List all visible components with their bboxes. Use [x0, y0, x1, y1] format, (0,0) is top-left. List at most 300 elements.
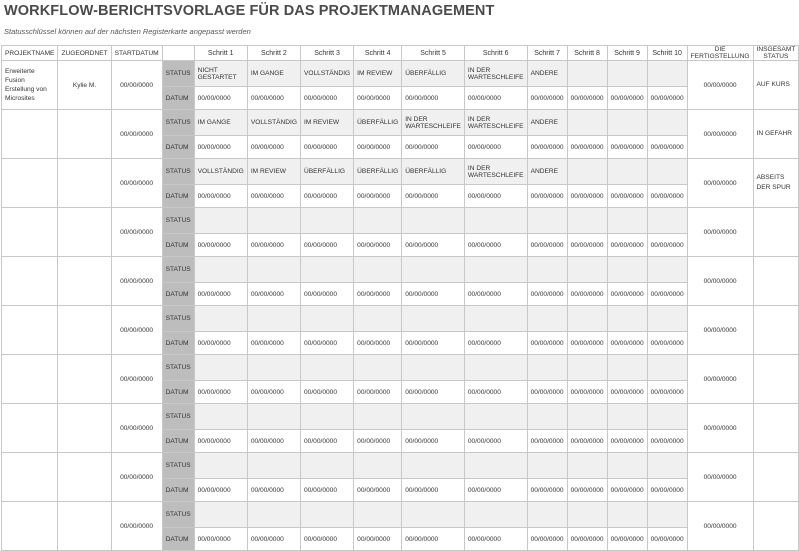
step-status-cell[interactable]: NICHT GESTARTET — [194, 61, 247, 87]
step-date-cell[interactable]: 00/00/0000 — [247, 332, 300, 355]
step-status-cell[interactable] — [527, 306, 567, 332]
step-status-cell[interactable]: IM GANGE — [194, 110, 247, 136]
project-owner-cell[interactable]: Kylie M. — [58, 61, 111, 110]
step-date-cell[interactable]: 00/00/0000 — [354, 332, 402, 355]
step-status-cell[interactable] — [300, 404, 353, 430]
step-date-cell[interactable]: 00/00/0000 — [402, 185, 465, 208]
step-date-cell[interactable]: 00/00/0000 — [647, 430, 687, 453]
step-status-cell[interactable] — [607, 159, 647, 185]
step-status-cell[interactable] — [647, 159, 687, 185]
step-status-cell[interactable]: ÜBERFÄLLIG — [354, 159, 402, 185]
header-spacer — [162, 46, 194, 61]
step-date-cell[interactable]: 00/00/0000 — [567, 528, 607, 551]
step-status-cell[interactable] — [402, 306, 465, 332]
header-step-10: Schritt 10 — [647, 46, 687, 61]
step-date-cell[interactable]: 00/00/0000 — [567, 430, 607, 453]
step-date-cell[interactable]: 00/00/0000 — [402, 332, 465, 355]
step-date-cell[interactable]: 00/00/0000 — [194, 381, 247, 404]
step-status-cell[interactable]: IM REVIEW — [247, 159, 300, 185]
step-date-cell[interactable]: 00/00/0000 — [464, 234, 527, 257]
step-status-cell[interactable] — [464, 257, 527, 283]
step-date-cell[interactable]: 00/00/0000 — [607, 87, 647, 110]
step-status-cell[interactable] — [464, 355, 527, 381]
step-status-cell[interactable] — [567, 404, 607, 430]
step-date-cell[interactable]: 00/00/0000 — [647, 234, 687, 257]
step-status-cell[interactable] — [247, 453, 300, 479]
project-start-date-cell[interactable]: 00/00/0000 — [111, 355, 162, 404]
project-name-cell[interactable] — [2, 159, 58, 208]
project-owner-cell[interactable] — [58, 257, 111, 306]
step-date-cell[interactable]: 00/00/0000 — [354, 528, 402, 551]
header-step-3: Schritt 3 — [300, 46, 353, 61]
status-row-label: STATUS — [162, 453, 194, 479]
status-row-label: STATUS — [162, 404, 194, 430]
project-name-cell[interactable]: Erweiterte Fusion Erstellung von Microsites — [2, 61, 58, 110]
step-status-cell[interactable] — [464, 502, 527, 528]
step-date-cell[interactable]: 00/00/0000 — [607, 381, 647, 404]
step-date-cell[interactable]: 00/00/0000 — [194, 332, 247, 355]
header-step-4: Schritt 4 — [354, 46, 402, 61]
date-row-label: DATUM — [162, 332, 194, 355]
project-completion-date-cell[interactable]: 00/00/0000 — [687, 61, 753, 110]
step-status-cell[interactable] — [354, 404, 402, 430]
project-start-date-cell[interactable]: 00/00/0000 — [111, 208, 162, 257]
step-status-cell[interactable] — [194, 257, 247, 283]
step-status-cell[interactable] — [300, 453, 353, 479]
step-status-cell[interactable] — [402, 257, 465, 283]
step-status-cell[interactable]: IM GANGE — [247, 61, 300, 87]
project-start-date-cell[interactable]: 00/00/0000 — [111, 159, 162, 208]
step-date-cell[interactable]: 00/00/0000 — [567, 381, 607, 404]
step-date-cell[interactable]: 00/00/0000 — [607, 528, 647, 551]
project-name-cell[interactable] — [2, 257, 58, 306]
step-date-cell[interactable]: 00/00/0000 — [567, 332, 607, 355]
step-date-cell[interactable]: 00/00/0000 — [300, 479, 353, 502]
step-date-cell[interactable]: 00/00/0000 — [527, 87, 567, 110]
step-status-cell[interactable] — [194, 208, 247, 234]
step-date-cell[interactable]: 00/00/0000 — [402, 430, 465, 453]
step-date-cell[interactable]: 00/00/0000 — [247, 283, 300, 306]
step-date-cell[interactable]: 00/00/0000 — [647, 381, 687, 404]
step-date-cell[interactable]: 00/00/0000 — [194, 136, 247, 159]
step-date-cell[interactable]: 00/00/0000 — [402, 136, 465, 159]
step-status-cell[interactable]: ANDERE — [527, 110, 567, 136]
step-status-cell[interactable] — [402, 404, 465, 430]
header-overall: INSGESAMT STATUS — [753, 46, 799, 61]
project-completion-date-cell[interactable]: 00/00/0000 — [687, 306, 753, 355]
step-status-cell[interactable] — [402, 502, 465, 528]
status-row-label: STATUS — [162, 110, 194, 136]
step-status-cell[interactable] — [607, 306, 647, 332]
project-status-row — [2, 404, 799, 430]
project-status-row — [2, 306, 799, 332]
step-date-cell[interactable]: 00/00/0000 — [354, 136, 402, 159]
project-start-date-cell[interactable]: 00/00/0000 — [111, 502, 162, 551]
step-date-cell[interactable]: 00/00/0000 — [464, 283, 527, 306]
step-date-cell[interactable]: 00/00/0000 — [607, 234, 647, 257]
header-project: PROJEKTNAME — [2, 46, 58, 61]
step-status-cell[interactable] — [647, 306, 687, 332]
project-overall-status-cell[interactable] — [753, 208, 799, 257]
step-date-cell[interactable]: 00/00/0000 — [402, 381, 465, 404]
project-completion-date-cell[interactable]: 00/00/0000 — [687, 257, 753, 306]
step-date-cell[interactable]: 00/00/0000 — [527, 283, 567, 306]
step-status-cell[interactable] — [354, 208, 402, 234]
project-overall-status-cell[interactable]: IN GEFAHR — [753, 110, 799, 159]
step-status-cell[interactable] — [354, 257, 402, 283]
step-date-cell[interactable]: 00/00/0000 — [247, 381, 300, 404]
step-status-cell[interactable] — [607, 61, 647, 87]
step-status-cell[interactable]: ÜBERFÄLLIG — [402, 159, 465, 185]
step-date-cell[interactable]: 00/00/0000 — [567, 87, 607, 110]
project-status-row — [2, 453, 799, 479]
date-row-label: DATUM — [162, 283, 194, 306]
step-date-cell[interactable]: 00/00/0000 — [300, 381, 353, 404]
step-date-cell[interactable]: 00/00/0000 — [354, 430, 402, 453]
header-start: STARTDATUM — [111, 46, 162, 61]
step-date-cell[interactable]: 00/00/0000 — [247, 528, 300, 551]
project-owner-cell[interactable] — [58, 502, 111, 551]
step-date-cell[interactable]: 00/00/0000 — [247, 479, 300, 502]
step-date-cell[interactable]: 00/00/0000 — [300, 283, 353, 306]
step-date-cell[interactable]: 00/00/0000 — [607, 185, 647, 208]
project-overall-status-cell[interactable] — [753, 453, 799, 502]
header-step-5: Schritt 5 — [402, 46, 465, 61]
date-row-label: DATUM — [162, 87, 194, 110]
date-row-label: DATUM — [162, 479, 194, 502]
step-status-cell[interactable] — [647, 355, 687, 381]
step-date-cell[interactable]: 00/00/0000 — [300, 234, 353, 257]
header-step-7: Schritt 7 — [527, 46, 567, 61]
step-status-cell[interactable] — [194, 502, 247, 528]
step-date-cell[interactable]: 00/00/0000 — [402, 479, 465, 502]
step-status-cell[interactable]: ANDERE — [527, 159, 567, 185]
project-start-date-cell[interactable]: 00/00/0000 — [111, 61, 162, 110]
step-status-cell[interactable]: IM REVIEW — [300, 110, 353, 136]
project-start-date-cell[interactable]: 00/00/0000 — [111, 453, 162, 502]
step-date-cell[interactable]: 00/00/0000 — [647, 528, 687, 551]
step-status-cell[interactable] — [402, 355, 465, 381]
step-date-cell[interactable]: 00/00/0000 — [194, 87, 247, 110]
header-completion: DIE FERTIGSTELLUNG — [687, 46, 753, 61]
project-start-date-cell[interactable]: 00/00/0000 — [111, 306, 162, 355]
project-status-row — [2, 502, 799, 528]
date-row-label: DATUM — [162, 528, 194, 551]
step-status-cell[interactable] — [464, 453, 527, 479]
project-owner-cell[interactable] — [58, 208, 111, 257]
project-overall-status-cell[interactable] — [753, 502, 799, 551]
step-date-cell[interactable]: 00/00/0000 — [402, 528, 465, 551]
step-status-cell[interactable] — [647, 110, 687, 136]
step-date-cell[interactable]: 00/00/0000 — [567, 185, 607, 208]
date-row-label: DATUM — [162, 185, 194, 208]
step-status-cell[interactable] — [567, 257, 607, 283]
project-overall-status-cell[interactable] — [753, 355, 799, 404]
step-date-cell[interactable]: 00/00/0000 — [464, 87, 527, 110]
step-status-cell[interactable] — [402, 208, 465, 234]
project-owner-cell[interactable] — [58, 110, 111, 159]
step-date-cell[interactable]: 00/00/0000 — [354, 381, 402, 404]
step-status-cell[interactable] — [647, 257, 687, 283]
step-date-cell[interactable]: 00/00/0000 — [527, 185, 567, 208]
project-overall-status-cell[interactable] — [753, 257, 799, 306]
status-row-label: STATUS — [162, 306, 194, 332]
step-status-cell[interactable] — [607, 355, 647, 381]
step-date-cell[interactable]: 00/00/0000 — [354, 283, 402, 306]
status-row-label: STATUS — [162, 61, 194, 87]
step-date-cell[interactable]: 00/00/0000 — [647, 479, 687, 502]
step-status-cell[interactable] — [527, 208, 567, 234]
step-date-cell[interactable]: 00/00/0000 — [354, 234, 402, 257]
step-status-cell[interactable] — [300, 355, 353, 381]
step-status-cell[interactable] — [464, 404, 527, 430]
step-status-cell[interactable] — [354, 453, 402, 479]
step-date-cell[interactable]: 00/00/0000 — [300, 528, 353, 551]
step-date-cell[interactable]: 00/00/0000 — [607, 283, 647, 306]
step-date-cell[interactable]: 00/00/0000 — [247, 185, 300, 208]
project-name-cell[interactable] — [2, 404, 58, 453]
step-date-cell[interactable]: 00/00/0000 — [194, 283, 247, 306]
step-status-cell[interactable] — [247, 306, 300, 332]
project-name-cell[interactable] — [2, 453, 58, 502]
step-status-cell[interactable]: ÜBERFÄLLIG — [354, 110, 402, 136]
project-status-row — [2, 110, 799, 136]
step-date-cell[interactable]: 00/00/0000 — [567, 234, 607, 257]
project-overall-status-cell[interactable]: ABSEITS DER SPUR — [753, 159, 799, 208]
step-status-cell[interactable]: IM REVIEW — [354, 61, 402, 87]
project-status-row — [2, 355, 799, 381]
project-completion-date-cell[interactable]: 00/00/0000 — [687, 453, 753, 502]
step-status-cell[interactable] — [567, 110, 607, 136]
step-date-cell[interactable]: 00/00/0000 — [464, 479, 527, 502]
step-status-cell[interactable]: ÜBERFÄLLIG — [402, 61, 465, 87]
step-date-cell[interactable]: 00/00/0000 — [607, 136, 647, 159]
step-status-cell[interactable]: IN DER WARTESCHLEIFE — [464, 110, 527, 136]
step-date-cell[interactable]: 00/00/0000 — [354, 479, 402, 502]
step-status-cell[interactable] — [194, 355, 247, 381]
step-status-cell[interactable] — [567, 453, 607, 479]
project-name-cell[interactable] — [2, 355, 58, 404]
project-start-date-cell[interactable]: 00/00/0000 — [111, 257, 162, 306]
project-status-row — [2, 208, 799, 234]
step-date-cell[interactable]: 00/00/0000 — [527, 479, 567, 502]
step-status-cell[interactable] — [527, 355, 567, 381]
step-status-cell[interactable] — [194, 453, 247, 479]
status-row-label: STATUS — [162, 208, 194, 234]
project-status-row — [2, 257, 799, 283]
step-status-cell[interactable] — [567, 306, 607, 332]
project-owner-cell[interactable] — [58, 404, 111, 453]
step-date-cell[interactable]: 00/00/0000 — [647, 136, 687, 159]
step-status-cell[interactable] — [527, 404, 567, 430]
step-date-cell[interactable]: 00/00/0000 — [527, 430, 567, 453]
header-step-6: Schritt 6 — [464, 46, 527, 61]
project-status-row — [2, 159, 799, 185]
step-status-cell[interactable] — [300, 502, 353, 528]
step-status-cell[interactable] — [647, 208, 687, 234]
step-status-cell[interactable] — [567, 502, 607, 528]
step-status-cell[interactable] — [607, 257, 647, 283]
step-date-cell[interactable]: 00/00/0000 — [194, 528, 247, 551]
header-step-8: Schritt 8 — [567, 46, 607, 61]
status-row-label: STATUS — [162, 355, 194, 381]
step-date-cell[interactable]: 00/00/0000 — [300, 185, 353, 208]
date-row-label: DATUM — [162, 234, 194, 257]
step-status-cell[interactable] — [354, 502, 402, 528]
status-row-label: STATUS — [162, 502, 194, 528]
project-name-cell[interactable] — [2, 208, 58, 257]
step-date-cell[interactable]: 00/00/0000 — [607, 479, 647, 502]
step-date-cell[interactable]: 00/00/0000 — [647, 87, 687, 110]
step-status-cell[interactable]: ANDERE — [527, 61, 567, 87]
step-date-cell[interactable]: 00/00/0000 — [402, 87, 465, 110]
header-step-9: Schritt 9 — [607, 46, 647, 61]
project-owner-cell[interactable] — [58, 453, 111, 502]
step-date-cell[interactable]: 00/00/0000 — [402, 283, 465, 306]
step-status-cell[interactable]: IN DER WARTESCHLEIFE — [464, 159, 527, 185]
step-status-cell[interactable]: IN DER WARTESCHLEIFE — [464, 61, 527, 87]
page-subtitle: Statusschlüssel können auf der nächsten Registerkarte angepasst werden — [4, 27, 251, 36]
project-start-date-cell[interactable]: 00/00/0000 — [111, 110, 162, 159]
step-date-cell[interactable]: 00/00/0000 — [300, 136, 353, 159]
step-date-cell[interactable]: 00/00/0000 — [300, 332, 353, 355]
step-date-cell[interactable]: 00/00/0000 — [567, 479, 607, 502]
step-date-cell[interactable]: 00/00/0000 — [464, 136, 527, 159]
step-status-cell[interactable] — [247, 502, 300, 528]
project-completion-date-cell[interactable]: 00/00/0000 — [687, 404, 753, 453]
step-status-cell[interactable] — [607, 502, 647, 528]
date-row-label: DATUM — [162, 430, 194, 453]
status-row-label: STATUS — [162, 257, 194, 283]
step-status-cell[interactable]: IN DER WARTESCHLEIFE — [402, 110, 465, 136]
step-status-cell[interactable] — [567, 159, 607, 185]
step-status-cell[interactable] — [527, 502, 567, 528]
date-row-label: DATUM — [162, 136, 194, 159]
step-status-cell[interactable]: ÜBERFÄLLIG — [300, 159, 353, 185]
step-status-cell[interactable] — [607, 208, 647, 234]
step-date-cell[interactable]: 00/00/0000 — [567, 136, 607, 159]
step-status-cell[interactable] — [527, 257, 567, 283]
step-date-cell[interactable]: 00/00/0000 — [247, 87, 300, 110]
step-date-cell[interactable]: 00/00/0000 — [647, 332, 687, 355]
step-date-cell[interactable]: 00/00/0000 — [527, 528, 567, 551]
step-status-cell[interactable] — [647, 502, 687, 528]
project-overall-status-cell[interactable] — [753, 404, 799, 453]
project-owner-cell[interactable] — [58, 159, 111, 208]
step-date-cell[interactable]: 00/00/0000 — [607, 430, 647, 453]
project-completion-date-cell[interactable]: 00/00/0000 — [687, 208, 753, 257]
project-status-row — [2, 61, 799, 87]
step-status-cell[interactable] — [300, 257, 353, 283]
step-date-cell[interactable]: 00/00/0000 — [527, 381, 567, 404]
workflow-report-table — [1, 45, 799, 551]
step-status-cell[interactable] — [300, 208, 353, 234]
step-date-cell[interactable]: 00/00/0000 — [354, 87, 402, 110]
project-overall-status-cell[interactable] — [753, 306, 799, 355]
step-status-cell[interactable]: VOLLSTÄNDIG — [300, 61, 353, 87]
header-step-1: Schritt 1 — [194, 46, 247, 61]
step-status-cell[interactable] — [527, 453, 567, 479]
step-status-cell[interactable] — [402, 453, 465, 479]
step-date-cell[interactable]: 00/00/0000 — [300, 87, 353, 110]
header-row — [2, 46, 799, 61]
step-status-cell[interactable] — [607, 110, 647, 136]
project-name-cell[interactable] — [2, 306, 58, 355]
project-owner-cell[interactable] — [58, 355, 111, 404]
project-name-cell[interactable] — [2, 110, 58, 159]
step-status-cell[interactable] — [464, 208, 527, 234]
step-status-cell[interactable] — [354, 355, 402, 381]
step-date-cell[interactable]: 00/00/0000 — [464, 528, 527, 551]
step-status-cell[interactable] — [647, 404, 687, 430]
step-status-cell[interactable] — [354, 306, 402, 332]
step-status-cell[interactable] — [464, 306, 527, 332]
project-owner-cell[interactable] — [58, 306, 111, 355]
step-date-cell[interactable]: 00/00/0000 — [300, 430, 353, 453]
step-date-cell[interactable]: 00/00/0000 — [464, 185, 527, 208]
step-date-cell[interactable]: 00/00/0000 — [527, 136, 567, 159]
step-status-cell[interactable] — [247, 208, 300, 234]
step-date-cell[interactable]: 00/00/0000 — [647, 185, 687, 208]
step-date-cell[interactable]: 00/00/0000 — [647, 283, 687, 306]
header-owner: ZUGEORDNET — [58, 46, 111, 61]
step-date-cell[interactable]: 00/00/0000 — [194, 430, 247, 453]
header-step-2: Schritt 2 — [247, 46, 300, 61]
step-status-cell[interactable] — [567, 355, 607, 381]
project-completion-date-cell[interactable]: 00/00/0000 — [687, 110, 753, 159]
project-overall-status-cell[interactable]: AUF KURS — [753, 61, 799, 110]
step-status-cell[interactable] — [647, 61, 687, 87]
step-status-cell[interactable] — [247, 404, 300, 430]
step-date-cell[interactable]: 00/00/0000 — [247, 136, 300, 159]
step-date-cell[interactable]: 00/00/0000 — [527, 332, 567, 355]
step-date-cell[interactable]: 00/00/0000 — [194, 185, 247, 208]
step-date-cell[interactable]: 00/00/0000 — [194, 234, 247, 257]
step-status-cell[interactable] — [567, 61, 607, 87]
step-date-cell[interactable]: 00/00/0000 — [607, 332, 647, 355]
step-status-cell[interactable] — [607, 453, 647, 479]
step-date-cell[interactable]: 00/00/0000 — [194, 479, 247, 502]
project-completion-date-cell[interactable]: 00/00/0000 — [687, 159, 753, 208]
project-start-date-cell[interactable]: 00/00/0000 — [111, 404, 162, 453]
step-status-cell[interactable] — [247, 257, 300, 283]
step-date-cell[interactable]: 00/00/0000 — [464, 332, 527, 355]
step-date-cell[interactable]: 00/00/0000 — [464, 381, 527, 404]
step-status-cell[interactable] — [647, 453, 687, 479]
project-name-cell[interactable] — [2, 502, 58, 551]
page-title: WORKFLOW-BERICHTSVORLAGE FÜR DAS PROJEKTMANAGEMENT — [4, 3, 495, 19]
step-date-cell[interactable]: 00/00/0000 — [247, 430, 300, 453]
step-status-cell[interactable] — [247, 355, 300, 381]
step-status-cell[interactable] — [194, 404, 247, 430]
project-completion-date-cell[interactable]: 00/00/0000 — [687, 355, 753, 404]
step-status-cell[interactable] — [567, 208, 607, 234]
step-date-cell[interactable]: 00/00/0000 — [402, 234, 465, 257]
step-status-cell[interactable] — [607, 404, 647, 430]
step-date-cell[interactable]: 00/00/0000 — [527, 234, 567, 257]
date-row-label: DATUM — [162, 381, 194, 404]
project-completion-date-cell[interactable]: 00/00/0000 — [687, 502, 753, 551]
step-status-cell[interactable]: VOLLSTÄNDIG — [194, 159, 247, 185]
step-status-cell[interactable]: VOLLSTÄNDIG — [247, 110, 300, 136]
step-status-cell[interactable] — [300, 306, 353, 332]
step-status-cell[interactable] — [194, 306, 247, 332]
status-row-label: STATUS — [162, 159, 194, 185]
step-date-cell[interactable]: 00/00/0000 — [354, 185, 402, 208]
step-date-cell[interactable]: 00/00/0000 — [464, 430, 527, 453]
step-date-cell[interactable]: 00/00/0000 — [567, 283, 607, 306]
step-date-cell[interactable]: 00/00/0000 — [247, 234, 300, 257]
